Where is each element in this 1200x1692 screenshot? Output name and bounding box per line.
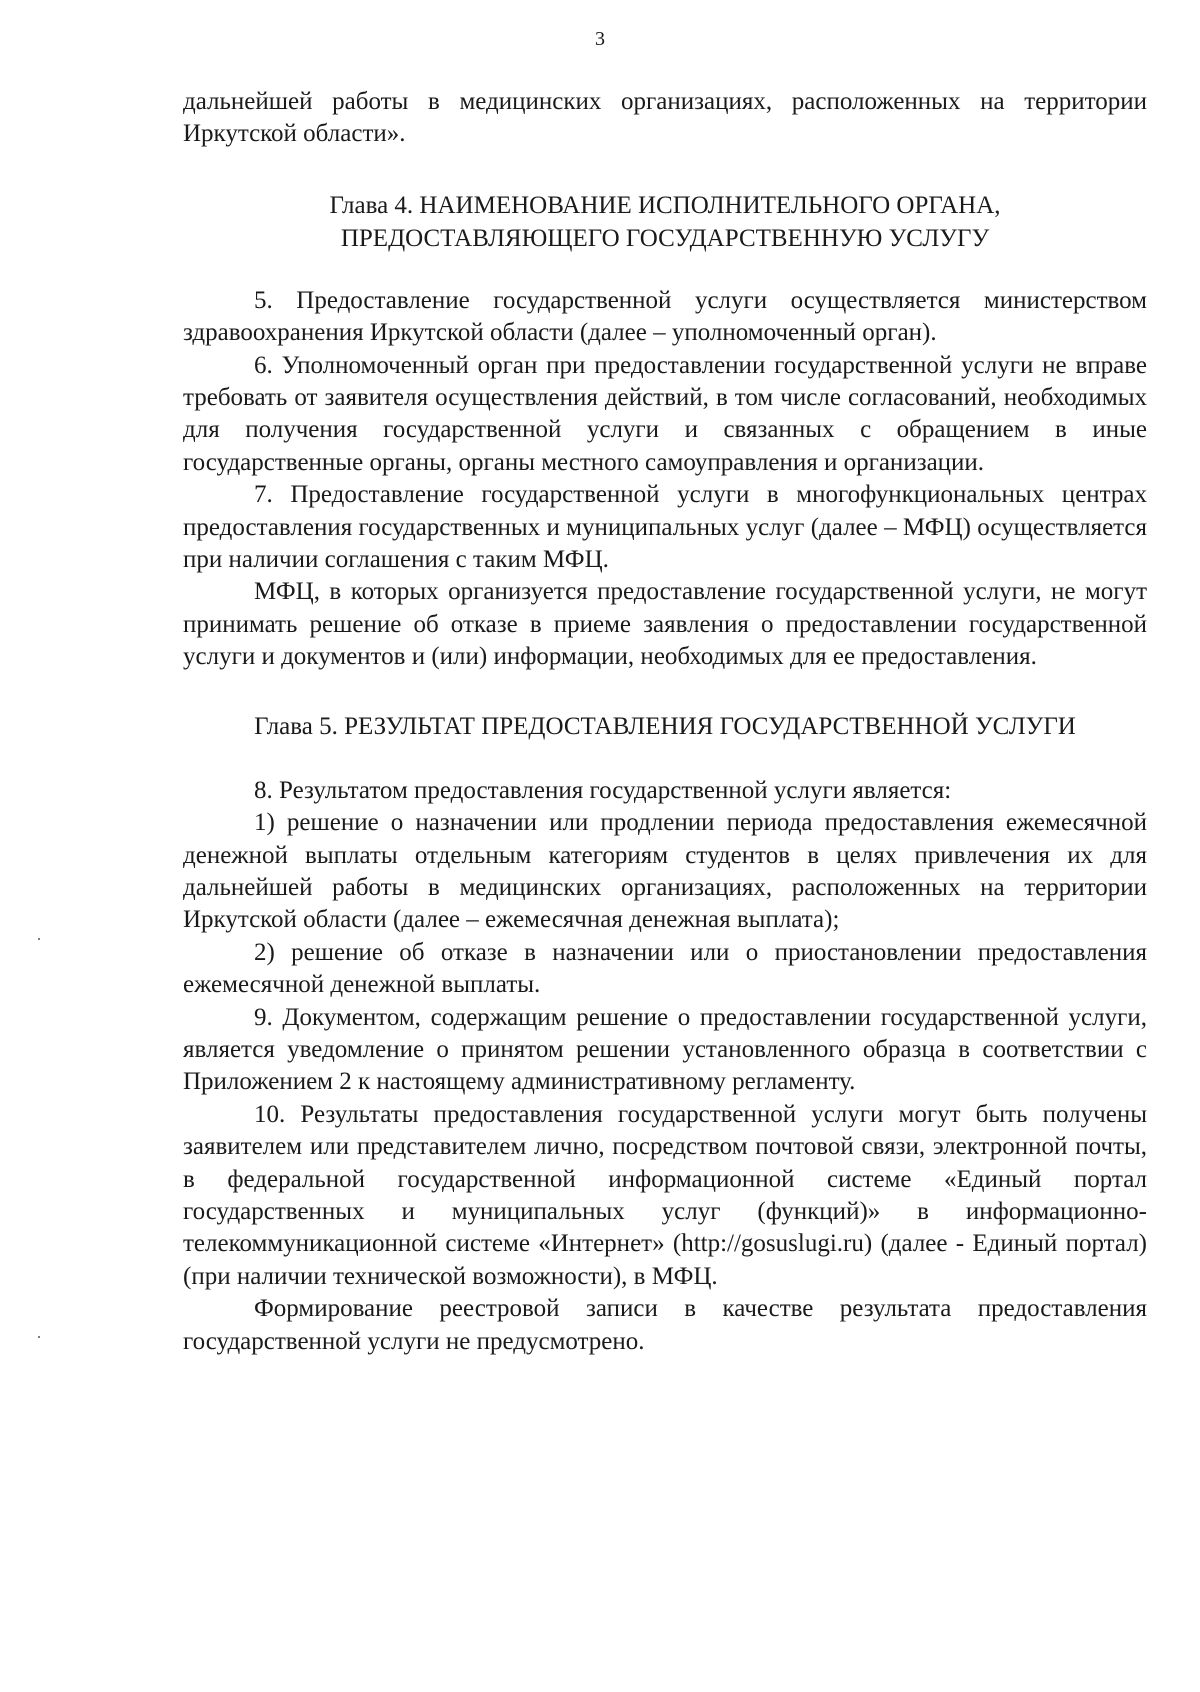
paragraph-5: 5. Предоставление государственной услуги осуществляется министерством здравоохранения Иркутской области (далее – уполномоченный орган).: [183, 286, 1147, 347]
chapter-4-title-line-1: Глава 4. НАИМЕНОВАНИЕ ИСПОЛНИТЕЛЬНОГО ОРГАНА,: [329, 191, 1001, 219]
paragraph-7: 7. Предоставление государственной услуги в многофункциональных центрах предоставления государственных и муниципальных услуг (далее – МФЦ) осуществляется при наличии соглашения с таким МФЦ.: [183, 481, 1147, 574]
paragraph-9: 9. Документом, содержащим решение о предоставлении государственной услуги, является уведомление о принятом решении установленного образца в соответствии с Приложением 2 к настоящему административному регламенту.: [183, 1003, 1147, 1096]
document-body: [183, 86, 1147, 1358]
paragraph-8-item-2: 2) решение об отказе в назначении или о приостановлении предоставления ежемесячной денежной выплаты.: [183, 938, 1147, 999]
paragraph-8-item-1: 1) решение о назначении или продлении периода предоставления ежемесячной денежной выплаты отдельным категориям студентов в целях привлечения их для дальнейшей работы в медицинских организациях, расположенных на территории Иркутской области (далее – ежемесячная денежная выплата);: [183, 809, 1147, 934]
chapter-5-heading: Глава 5. РЕЗУЛЬТАТ ПРЕДОСТАВЛЕНИЯ ГОСУДАРСТВЕННОЙ УСЛУГИ: [254, 712, 1076, 740]
scan-speck: [38, 1336, 40, 1338]
chapter-4-heading: [183, 189, 1147, 255]
chapter-4-title-line-2: ПРЕДОСТАВЛЯЮЩЕГО ГОСУДАРСТВЕННУЮ УСЛУГУ: [340, 224, 990, 252]
paragraph-mfc: МФЦ, в которых организуется предоставление государственной услуги, не могут принимать решение об отказе в приеме заявления о предоставлении государственной услуги и документов и (или) информации, необходимых для ее предоставления.: [183, 578, 1147, 671]
page-number: 3: [595, 28, 605, 50]
paragraph-8: 8. Результатом предоставления государственной услуги является:: [254, 776, 952, 804]
scan-speck: [38, 938, 40, 940]
paragraph-6: 6. Уполномоченный орган при предоставлении государственной услуги не вправе требовать от заявителя осуществления действий, в том числе согласований, необходимых для получения государственной услуги и связанных с обращением в иные государственные органы, органы местного самоуправления и организации.: [183, 351, 1147, 476]
paragraph-registry: Формирование реестровой записи в качестве результата предоставления государственной услуги не предусмотрено.: [183, 1295, 1147, 1355]
intro-paragraph: дальнейшей работы в медицинских организациях, расположенных на территории Иркутской области».: [183, 88, 1147, 148]
paragraph-10: 10. Результаты предоставления государственной услуги могут быть получены заявителем или представителем лично, посредством почтовой связи, электронной почты, в федеральной государственной информационной системе «Единый портал государственных и муниципальных услуг (функций)» в информационно-телекоммуникационной системе «Интернет» (http://gosuslugi.ru) (далее - Единый портал) (при наличии технической возможности), в МФЦ.: [183, 1100, 1147, 1290]
